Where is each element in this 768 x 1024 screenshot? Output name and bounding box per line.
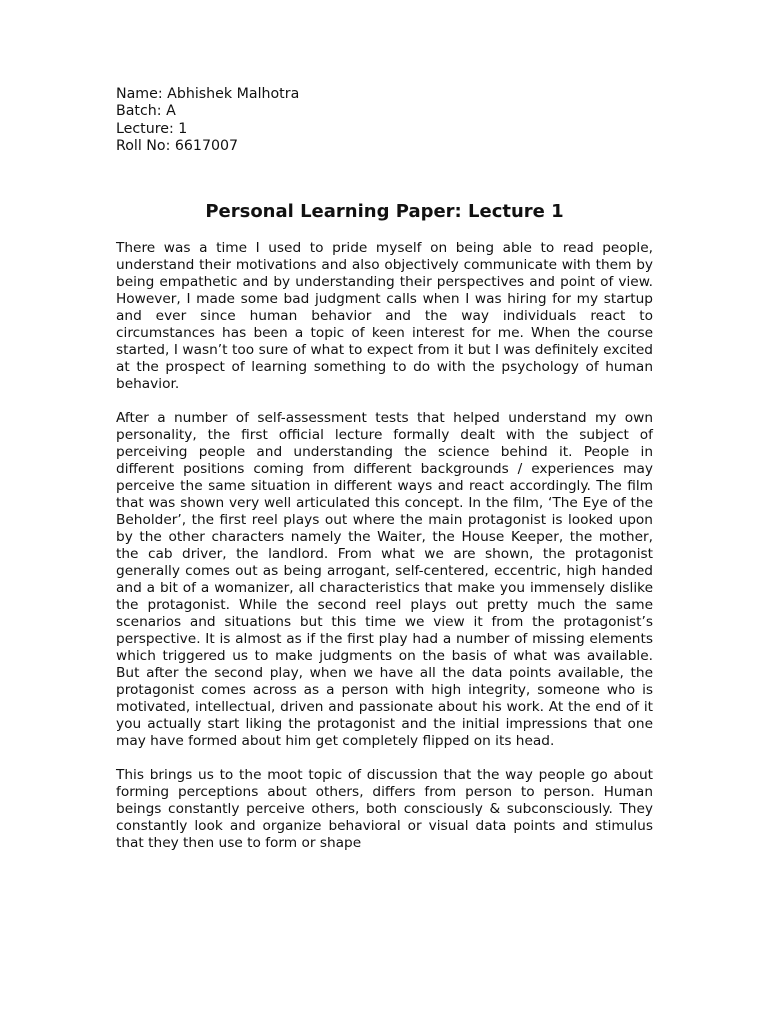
student-name: Name: Abhishek Malhotra — [116, 86, 300, 102]
lecture-number: Lecture: 1 — [116, 120, 188, 137]
paper-body — [116, 240, 653, 869]
roll-number: Roll No: 6617007 — [116, 137, 239, 154]
page-title: Personal Learning Paper: Lecture 1 — [205, 201, 564, 222]
paragraph-intro: There was a time I used to pride myself on being able to read people, understand their motivations and also objectively communicate with them by being empathetic and by understanding their perspectives and point of view. However, I made some bad judgment calls when I was hiring for my startup and ever since human behavior and the way individuals react to circumstances has been a topic of keen interest for me. When the course started, I wasn’t too sure of what to expect from it but I was definitely excited at the prospect of learning something to do with the psychology of human behavior. — [116, 240, 653, 392]
batch: Batch: A — [116, 103, 176, 120]
student-details — [116, 86, 656, 155]
paragraph-film-discussion: After a number of self-assessment tests that helped understand my own personality, the first official lecture formally dealt with the subject of perceiving people and understanding the science behind it. People in different positions coming from different backgrounds / experiences may perceive the same situation in different ways and react accordingly. The film that was shown very well articulated this concept. In the film, ‘The Eye of the Beholder’, the first reel plays out where the main protagonist is looked upon by the other characters namely the Waiter, the House Keeper, the mother, the cab driver, the landlord. From what we are shown, the protagonist generally comes out as being arrogant, self-centered, eccentric, high handed and a bit of a womanizer, all characteristics that make you immensely dislike the protagonist. While the second reel plays out pretty much the same scenarios and situations but this time we view it from the protagonist’s perspective. It is almost as if the first play had a number of missing elements which triggered us to make judgments on the basis of what was available. But after the second play, when we have all the data points available, the protagonist comes across as a person with high integrity, someone who is motivated, intellectual, driven and passionate about his work. At the end of it you actually start liking the protagonist and the initial impressions that one may have formed about him get completely flipped on its head. — [116, 410, 653, 749]
paragraph-perception: This brings us to the moot topic of discussion that the way people go about forming perceptions about others, differs from person to person. Human beings constantly perceive others, both consciously & subconsciously. They constantly look and organize behavioral or visual data points and stimulus that they then use to form or shape — [116, 767, 653, 851]
